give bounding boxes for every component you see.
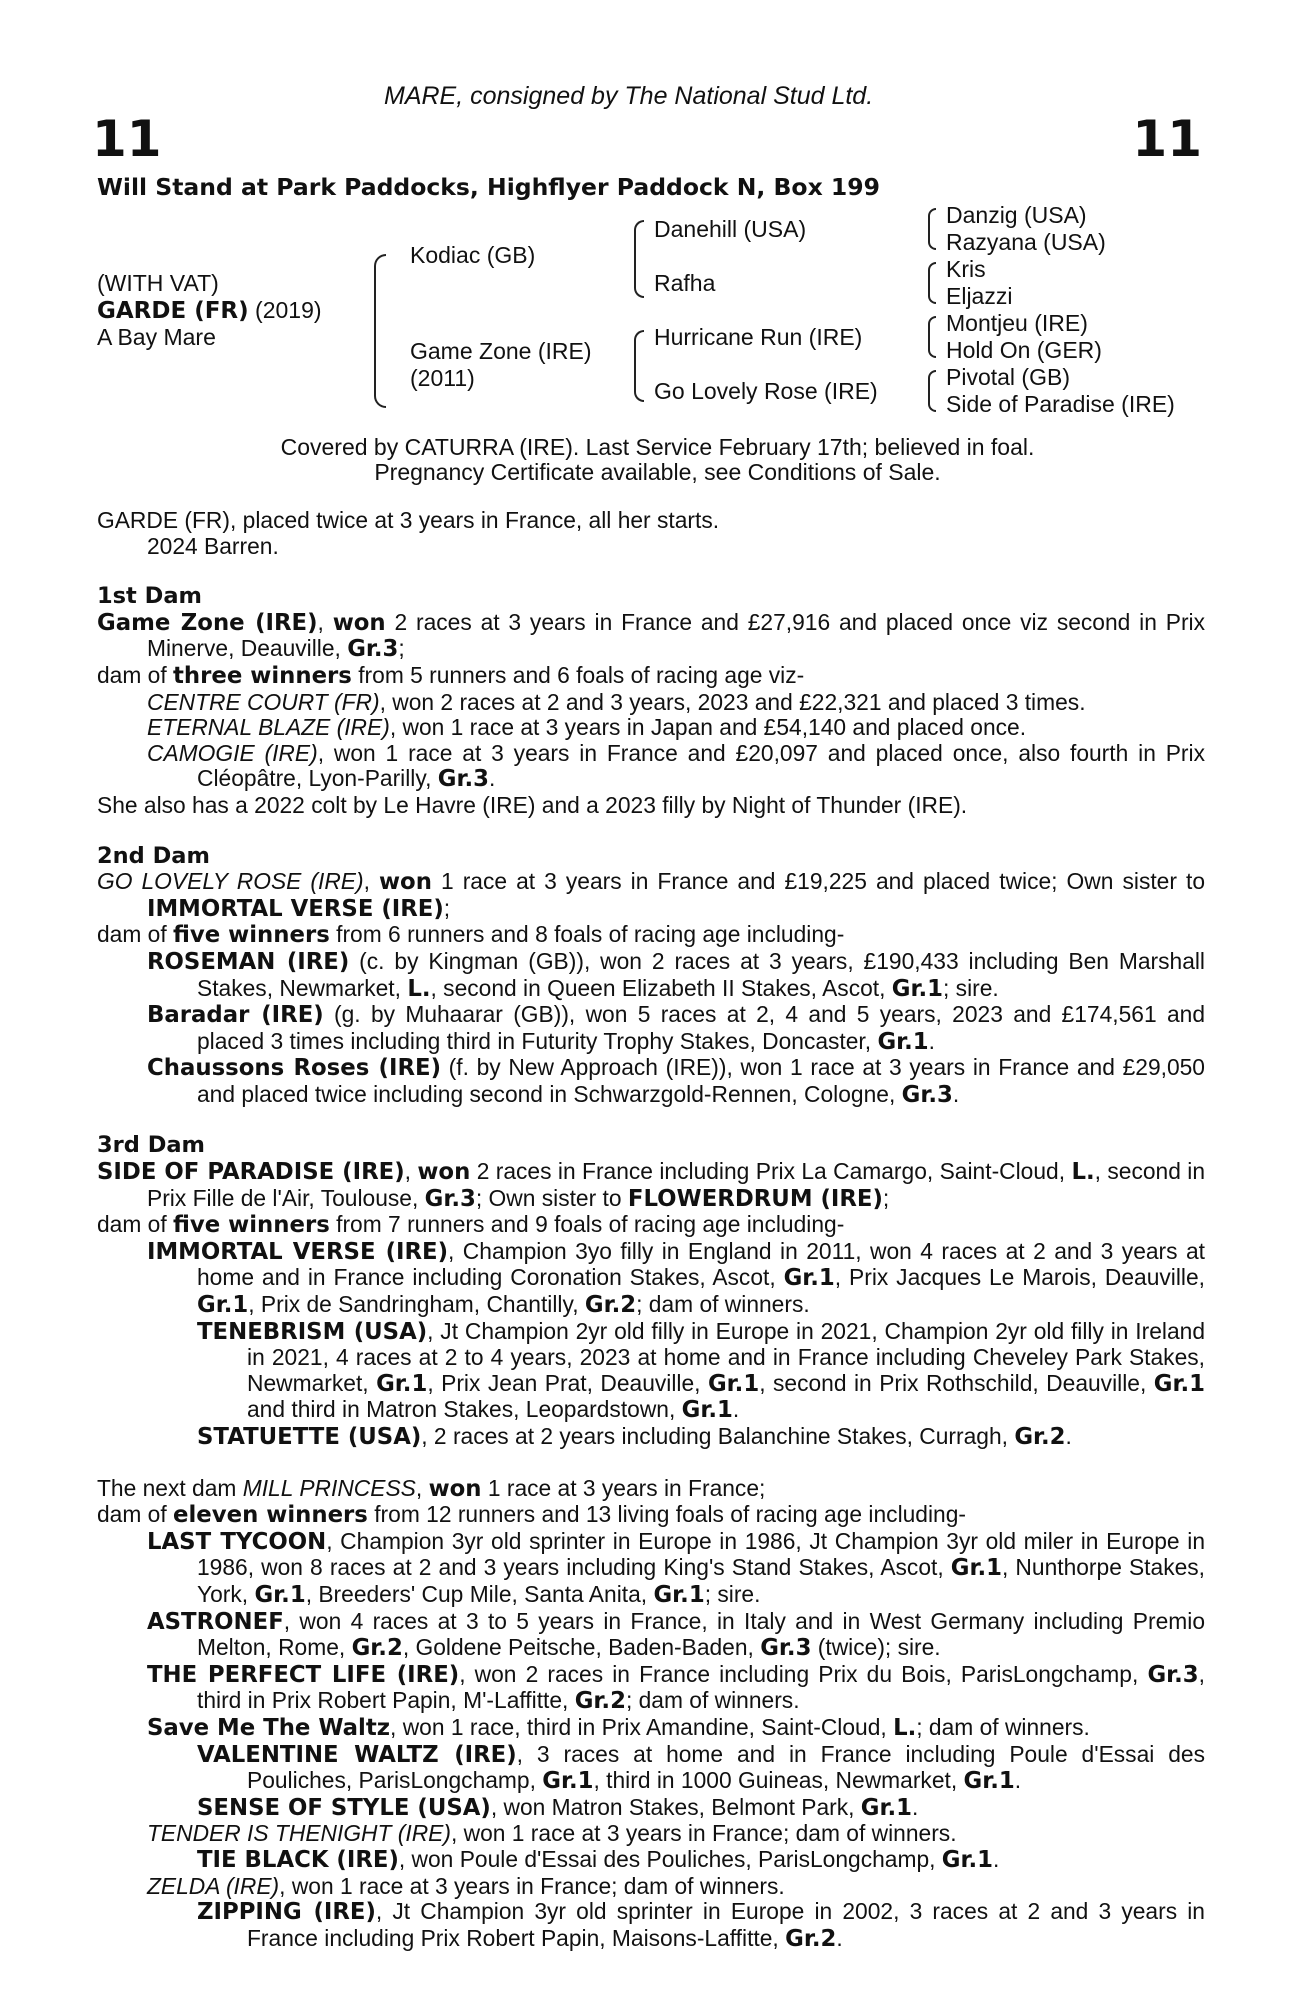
- pedigree-gen4-7: Pivotal (GB): [946, 364, 1070, 390]
- pedigree-gen3-2: Rafha: [654, 270, 716, 296]
- bold-text: won: [428, 1475, 482, 1502]
- bold-text: SIDE OF PARADISE (IRE): [97, 1159, 405, 1186]
- bold-text: five winners: [173, 1212, 330, 1239]
- entry-text: , 2 races at 2 years including Balanchine Stakes, Curragh,: [421, 1423, 1015, 1449]
- pedigree-entry: [97, 869, 1205, 922]
- bold-text: Gr.1: [941, 1846, 994, 1873]
- bold-text: ZIPPING (IRE): [197, 1899, 376, 1926]
- pedigree-dam: Game Zone (IRE): [410, 338, 592, 364]
- family-section: [97, 1476, 1205, 1953]
- bold-text: Gr.3: [760, 1635, 812, 1662]
- entry-text: , second in Queen Elizabeth II Stakes, Ascot,: [430, 974, 892, 1001]
- pedigree-entry: [147, 1874, 1205, 1900]
- bold-text: L.: [1071, 1159, 1095, 1186]
- entry-text: dam of: [97, 661, 174, 688]
- bold-text: eleven winners: [173, 1502, 368, 1529]
- bold-text: Gr.1: [254, 1581, 306, 1608]
- bold-text: five winners: [173, 922, 330, 949]
- pedigree-entry: [197, 1899, 1205, 1952]
- bold-text: won: [332, 609, 386, 636]
- pedigree-brace-main: [374, 254, 386, 408]
- pedigree-entry: [97, 508, 1205, 534]
- entry-text: ; Own sister to: [475, 1184, 628, 1211]
- pedigree-gen4-3: Kris: [946, 256, 986, 282]
- pedigree-entry: [147, 1055, 1205, 1108]
- bold-text: Gr.2: [584, 1292, 637, 1319]
- pedigree-entry: [147, 1715, 1205, 1742]
- entry-text: ; sire.: [704, 1580, 761, 1607]
- entry-text: , Jt Champion 3yr old sprinter in Europe in 2002, 3 races at 2 and 3 years in France including Prix Robert Papin, Maisons-Laffitte,: [247, 1898, 1205, 1951]
- entry-text: , won 2 races at 2 and 3 years, 2023 and £22,321 and placed 3 times.: [379, 688, 1086, 715]
- pedigree-entry: [147, 715, 1205, 741]
- entry-text: (g. by Muhaarar (GB)), won 5 races at 2, 4 and 5 years, 2023 and £174,561 and placed 3 times including third in Futurity Trophy Stakes, Doncaster,: [197, 1001, 1205, 1054]
- entry-text: ;: [398, 635, 405, 662]
- bold-text: won: [378, 869, 432, 896]
- section-title: 2nd Dam: [97, 842, 210, 869]
- family-section: [97, 584, 1205, 818]
- bold-text: Gr.1: [1153, 1370, 1205, 1397]
- entry-text: ;: [882, 1184, 890, 1211]
- entry-text: , won 1 race at 3 years in France and £20,097 and placed once, also fourth in Prix Cléopâtre, Lyon-Parilly,: [197, 739, 1205, 792]
- pedigree-gen3-3: Hurricane Run (IRE): [654, 324, 863, 350]
- entry-text: , second in Prix Fille de l'Air, Toulouse,: [147, 1158, 1206, 1211]
- bold-text: Gr.3: [901, 1081, 953, 1108]
- pedigree-bracket-sire: [634, 220, 644, 298]
- bold-text: Gr.2: [574, 1688, 626, 1715]
- bold-text: TIE BLACK (IRE): [197, 1846, 399, 1873]
- pedigree-entry: [97, 793, 1205, 819]
- pedigree-entry: [197, 1424, 1205, 1451]
- bold-text: Gr.1: [950, 1555, 1002, 1582]
- pedigree-entry: [147, 690, 1205, 716]
- entry-text: , Breeders' Cup Mile, Santa Anita,: [305, 1580, 654, 1607]
- entry-text: , won Poule d'Essai des Pouliches, ParisLongchamp,: [398, 1845, 942, 1872]
- pedigree-entry: [97, 610, 1205, 663]
- italic-text: MILL PRINCESS: [242, 1474, 416, 1501]
- pedigree-entry: [147, 949, 1205, 1002]
- entry-text: , Champion 3yo filly in England in 2011, won 4 races at 2 and 3 years at home and in France including Coronation Stakes, Ascot,: [197, 1237, 1206, 1291]
- pregnancy-certificate-note: Pregnancy Certificate available, see Conditions of Sale.: [374, 459, 941, 485]
- pedigree-gen4-6: Hold On (GER): [946, 337, 1102, 363]
- bold-text: Save Me The Waltz: [147, 1714, 391, 1741]
- entry-text: , Prix Jacques Le Marois, Deauville,: [834, 1264, 1205, 1291]
- entry-text: 1 race at 3 years in France and £19,225 and placed twice; Own sister to: [431, 868, 1205, 895]
- bold-text: Gr.3: [347, 636, 399, 663]
- entry-text: .: [732, 1396, 740, 1423]
- bold-text: Gr.1: [891, 975, 944, 1002]
- entry-text: .: [928, 1027, 936, 1054]
- bold-text: TENEBRISM (USA): [197, 1318, 428, 1345]
- pedigree-entry: [97, 922, 1205, 949]
- pedigree-entry: [147, 1239, 1205, 1319]
- entry-text: (f. by New Approach (IRE)), won 1 race at 3 years in France and £29,050 and placed twice including second in Schwarzgold-Rennen, Cologne,: [197, 1054, 1205, 1107]
- entry-text: , won 2 races in France including Prix du Bois, ParisLongchamp,: [459, 1660, 1148, 1687]
- entry-text: , won 1 race at 3 years in Japan and £54,140 and placed once.: [389, 714, 1027, 741]
- entry-text: 2024 Barren.: [147, 532, 279, 559]
- bold-text: Gr.3: [424, 1185, 476, 1212]
- bold-text: L.: [893, 1714, 917, 1741]
- bold-text: LAST TYCOON: [147, 1528, 327, 1555]
- entry-text: , second in Prix Rothschild, Deauville,: [759, 1369, 1154, 1396]
- vat-status: (WITH VAT): [97, 270, 219, 296]
- bold-text: Gr.1: [963, 1768, 1015, 1795]
- entry-text: from 5 runners and 6 foals of racing age viz-: [351, 661, 805, 688]
- entry-text: GARDE (FR), placed twice at 3 years in France, all her starts.: [97, 507, 720, 533]
- lot-number-left: 11: [92, 110, 162, 168]
- bold-text: SENSE OF STYLE (USA): [197, 1794, 491, 1821]
- entry-text: dam of: [97, 1211, 174, 1238]
- pedigree-bracket-g4-2: [928, 262, 936, 304]
- entry-text: , third in Prix Robert Papin, M'-Laffitte,: [197, 1660, 1206, 1714]
- pedigree-entry: [197, 1742, 1205, 1795]
- pedigree-bracket-dam: [634, 330, 644, 402]
- bold-text: THE PERFECT LIFE (IRE): [147, 1661, 460, 1688]
- entry-text: .: [952, 1080, 960, 1107]
- bold-text: three winners: [173, 662, 352, 689]
- pedigree-entry: [97, 1159, 1205, 1212]
- bold-text: Chaussons Roses (IRE): [147, 1055, 441, 1082]
- entry-text: .: [836, 1924, 843, 1951]
- pedigree-entry: [197, 1795, 1205, 1822]
- entry-text: ; dam of winners.: [625, 1687, 800, 1714]
- entry-text: (c. by Kingman (GB)), won 2 races at 3 years, £190,433 including Ben Marshall Stakes, Newmarket,: [197, 947, 1205, 1001]
- italic-text: CENTRE COURT (FR): [147, 688, 380, 715]
- bold-text: Gr.2: [351, 1635, 403, 1662]
- pedigree-gen4-2: Razyana (USA): [946, 229, 1106, 255]
- pedigree-sire: Kodiac (GB): [410, 242, 536, 268]
- entry-text: The next dam: [97, 1474, 243, 1501]
- pedigree-entry: [147, 1609, 1205, 1662]
- entry-text: , Jt Champion 2yr old filly in Europe in 2021, Champion 2yr old filly in Ireland in 2021, 4 races at 2 to 4 years, 2023 at home and in France including Cheveley Park Stakes, Newmarket,: [247, 1317, 1206, 1396]
- stabling-location: Will Stand at Park Paddocks, Highflyer Paddock N, Box 199: [97, 173, 880, 201]
- bold-text: Gr.1: [783, 1265, 835, 1292]
- bold-text: ASTRONEF: [147, 1608, 284, 1635]
- pedigree-dam-year: (2011): [410, 365, 475, 391]
- bold-text: Gr.1: [860, 1794, 913, 1821]
- pedigree-entry: [147, 741, 1205, 793]
- pedigree-gen4-1: Danzig (USA): [946, 202, 1087, 228]
- entry-text: , Prix de Sandringham, Chantilly,: [248, 1291, 585, 1318]
- pedigree-bracket-g4-3: [928, 316, 936, 358]
- italic-text: TENDER IS THENIGHT (IRE): [147, 1820, 451, 1847]
- bold-text: IMMORTAL VERSE (IRE): [147, 895, 444, 922]
- pedigree-entry: [147, 1662, 1205, 1715]
- entry-text: 1 race at 3 years in France;: [481, 1474, 766, 1501]
- bold-text: won: [417, 1159, 471, 1186]
- pedigree-entry: [147, 1529, 1205, 1609]
- pedigree-entry: [147, 1821, 1205, 1847]
- bold-text: Gr.1: [707, 1370, 760, 1397]
- bold-text: Baradar (IRE): [147, 1002, 324, 1029]
- entry-text: , Goldene Peitsche, Baden-Baden,: [402, 1634, 761, 1661]
- pedigree-entry: [97, 663, 1205, 690]
- entry-text: ,: [317, 608, 333, 635]
- family-section: [97, 508, 1205, 559]
- entry-text: .: [912, 1793, 919, 1820]
- bold-text: STATUETTE (USA): [197, 1424, 422, 1450]
- pedigree-entry: [197, 1319, 1205, 1424]
- italic-text: ZELDA (IRE): [147, 1872, 280, 1899]
- entry-text: ;: [443, 894, 451, 921]
- bold-text: Gr.1: [681, 1397, 733, 1424]
- entry-text: ; dam of winners.: [636, 1291, 810, 1318]
- entry-text: , Nunthorpe Stakes, York,: [197, 1554, 1205, 1607]
- entry-text: ,: [415, 1474, 429, 1501]
- entry-text: from 7 runners and 9 foals of racing age including-: [329, 1211, 845, 1238]
- bold-text: VALENTINE WALTZ (IRE): [197, 1741, 517, 1768]
- bold-text: Gr.2: [1014, 1424, 1066, 1450]
- entry-text: dam of: [97, 921, 174, 948]
- horse-title: [97, 297, 322, 324]
- pedigree-bracket-g4-4: [928, 370, 936, 412]
- pedigree-bracket-g4-1: [928, 208, 936, 250]
- entry-text: , won Matron Stakes, Belmont Park,: [490, 1793, 861, 1820]
- lot-number-right: 11: [1132, 110, 1202, 168]
- pedigree-entry: [197, 1847, 1205, 1874]
- entry-text: ; dam of winners.: [916, 1713, 1090, 1740]
- entry-text: , won 4 races at 3 to 5 years in France, in Italy and in West Germany including Premio Melton, Rome,: [197, 1607, 1205, 1661]
- pedigree-gen4-4: Eljazzi: [946, 283, 1013, 309]
- bold-text: FLOWERDRUM (IRE): [627, 1185, 883, 1212]
- entry-text: from 12 runners and 13 living foals of racing age including-: [367, 1501, 967, 1528]
- entry-text: and third in Matron Stakes, Leopardstown,: [247, 1396, 682, 1423]
- entry-text: 2 races in France including Prix La Camargo, Saint-Cloud,: [470, 1158, 1072, 1185]
- family-details: [97, 508, 1205, 1952]
- entry-text: ,: [404, 1158, 418, 1185]
- horse-year: (2019): [255, 297, 322, 323]
- pedigree-gen4-8: Side of Paradise (IRE): [946, 391, 1175, 417]
- italic-text: ETERNAL BLAZE (IRE): [147, 714, 390, 741]
- entry-text: 2 races at 3 years in France and £27,916 and placed once viz second in Prix Minerve, Deauville,: [147, 608, 1205, 662]
- entry-text: , Prix Jean Prat, Deauville,: [427, 1369, 708, 1396]
- pedigree-gen4-5: Montjeu (IRE): [946, 310, 1088, 336]
- entry-text: , 3 races at home and in France including Poule d'Essai des Pouliches, ParisLongchamp,: [247, 1740, 1205, 1794]
- entry-text: She also has a 2022 colt by Le Havre (IRE) and a 2023 filly by Night of Thunder (IRE).: [97, 791, 968, 818]
- entry-text: .: [488, 765, 496, 792]
- entry-text: .: [1065, 1423, 1072, 1449]
- section-title: 1st Dam: [97, 583, 202, 610]
- entry-text: , won 1 race at 3 years in France; dam of winners.: [450, 1820, 957, 1847]
- entry-text: , third in 1000 Guineas, Newmarket,: [593, 1767, 964, 1794]
- bold-text: IMMORTAL VERSE (IRE): [147, 1238, 449, 1265]
- bold-text: Gr.2: [785, 1925, 837, 1952]
- bold-text: Gr.1: [653, 1581, 705, 1608]
- pedigree-gen3-1: Danehill (USA): [654, 216, 807, 242]
- entry-text: from 6 runners and 8 foals of racing age including-: [329, 921, 845, 948]
- pedigree-entry: [147, 1002, 1205, 1055]
- entry-text: dam of: [97, 1501, 174, 1528]
- bold-text: L.: [407, 975, 431, 1002]
- entry-text: .: [993, 1845, 1000, 1872]
- bold-text: Gr.1: [542, 1768, 594, 1795]
- pedigree-entry: [97, 1476, 1205, 1503]
- italic-text: CAMOGIE (IRE): [147, 739, 318, 766]
- pedigree-entry: [147, 534, 1205, 560]
- italic-text: GO LOVELY ROSE (IRE): [97, 868, 364, 895]
- entry-text: , won 1 race at 3 years in France; dam of winners.: [279, 1872, 785, 1899]
- entry-text: (twice); sire.: [811, 1634, 941, 1661]
- entry-text: , won 1 race, third in Prix Amandine, Saint-Cloud,: [390, 1713, 894, 1740]
- pedigree-entry: [97, 1502, 1205, 1529]
- bold-text: Gr.1: [197, 1292, 249, 1319]
- entry-text: ,: [363, 868, 379, 895]
- bold-text: Gr.3: [437, 766, 489, 793]
- section-title: 3rd Dam: [97, 1132, 205, 1159]
- bold-text: Gr.3: [1147, 1661, 1199, 1688]
- pedigree-entry: [97, 1212, 1205, 1239]
- bold-text: Gr.1: [877, 1028, 929, 1055]
- horse-description: A Bay Mare: [97, 324, 216, 350]
- entry-text: , Champion 3yr old sprinter in Europe in 1986, Jt Champion 3yr old miler in Europe in 1986, won 8 races at 2 and 3 years including King's Stand Stakes, Ascot,: [197, 1527, 1205, 1581]
- bold-text: ROSEMAN (IRE): [147, 948, 350, 975]
- bold-text: Gr.1: [376, 1370, 428, 1397]
- bold-text: Game Zone (IRE): [97, 609, 318, 636]
- entry-text: .: [1014, 1767, 1022, 1794]
- consignor-line: MARE, consigned by The National Stud Ltd.: [384, 82, 874, 110]
- covering-note: Covered by CATURRA (IRE). Last Service February 17th; believed in foal.: [280, 434, 1035, 460]
- horse-name: GARDE (FR): [97, 298, 249, 324]
- family-section: [97, 844, 1205, 1109]
- entry-text: ; sire.: [943, 974, 999, 1001]
- family-section: [97, 1133, 1205, 1450]
- pedigree-gen3-4: Go Lovely Rose (IRE): [654, 378, 878, 404]
